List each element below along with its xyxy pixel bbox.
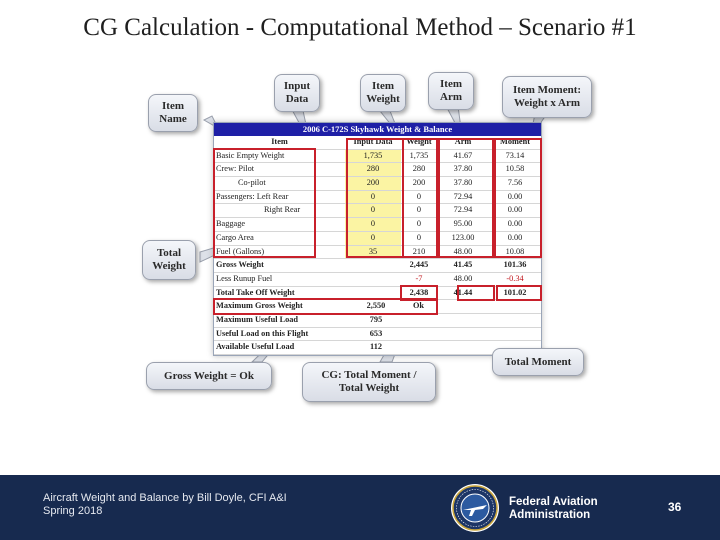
row-weight: 2,438 (409, 287, 429, 297)
row-weight: 2,445 (409, 260, 429, 270)
row-input: 35 (345, 246, 401, 259)
table-row (214, 177, 541, 191)
callout-item-arm (428, 72, 474, 110)
row-moment: 7.56 (507, 178, 523, 188)
faa-seal-icon (450, 483, 500, 533)
row-weight: -7 (415, 273, 423, 283)
runup-fuel-row (214, 273, 541, 287)
row-weight: 0 (416, 191, 422, 201)
callout-text: Arm (440, 91, 462, 103)
callout-text: Weight x Arm (514, 97, 580, 109)
row-arm: 48.00 (453, 273, 473, 283)
page-number: 36 (668, 500, 682, 514)
table-row (214, 150, 541, 164)
slide-footer (0, 475, 720, 540)
limit-label: Maximum Gross Weight (216, 301, 303, 311)
callout-cg-formula (302, 362, 436, 402)
limit-row (214, 300, 541, 314)
callout-text: Item Moment: (512, 84, 582, 96)
sheet-title: 2006 C-172S Skyhawk Weight & Balance (214, 123, 541, 136)
row-arm: 72.94 (453, 205, 473, 215)
row-weight: 0 (416, 232, 422, 242)
row-moment: 0.00 (507, 191, 523, 201)
row-moment: 10.08 (505, 246, 525, 256)
row-arm: 41.44 (453, 287, 473, 297)
row-weight: 0 (416, 219, 422, 229)
weight-balance-sheet (213, 122, 542, 356)
limit-label: Maximum Useful Load (216, 314, 299, 324)
callout-text: Weight (152, 260, 186, 272)
row-moment: 101.36 (503, 260, 527, 270)
row-weight: 210 (412, 246, 426, 256)
limit-label: Useful Load on this Flight (216, 328, 309, 338)
callout-text: Item (372, 80, 394, 92)
gross-weight-row (214, 259, 541, 273)
callout-text: Name (159, 113, 187, 125)
row-input: 280 (345, 163, 401, 176)
footer-org-line2: Administration (509, 508, 591, 521)
row-moment: 0.00 (507, 219, 523, 229)
row-item: Crew: Pilot (216, 164, 255, 174)
takeoff-weight-row (214, 287, 541, 301)
limit-row (214, 328, 541, 342)
row-item: Co-pilot (238, 178, 266, 188)
limit-value: 112 (370, 342, 382, 352)
row-item: Cargo Area (216, 232, 254, 242)
table-row (214, 163, 541, 177)
row-moment: 101.02 (503, 287, 527, 297)
row-arm: 41.45 (453, 260, 473, 270)
callout-text: Total (156, 247, 182, 259)
row-input (345, 259, 401, 272)
row-moment: 73.14 (505, 150, 525, 160)
row-item: Gross Weight (216, 260, 264, 270)
header-moment: Moment (500, 137, 530, 146)
callout-text: Gross Weight = Ok (164, 369, 254, 382)
row-weight: 280 (412, 164, 426, 174)
callout-text: Data (285, 93, 309, 105)
row-arm: 37.80 (453, 178, 473, 188)
row-item: Less Runup Fuel (216, 273, 273, 283)
row-input: 0 (345, 191, 401, 204)
callout-text: Total Moment (504, 355, 572, 368)
row-arm: 48.00 (453, 246, 473, 256)
table-row (214, 218, 541, 232)
callout-input-data (274, 74, 320, 112)
limit-status: Ok (412, 301, 425, 311)
limit-value: 653 (369, 328, 383, 338)
weight-balance-figure (140, 66, 600, 406)
footer-term: Spring 2018 (43, 505, 103, 517)
table-row (214, 232, 541, 246)
row-input (345, 273, 401, 286)
row-moment: 0.00 (507, 205, 523, 215)
row-item: Right Rear (264, 205, 301, 215)
row-arm: 37.80 (453, 164, 473, 174)
limit-row (214, 314, 541, 328)
callout-text: Item (162, 100, 184, 112)
slide-title: CG Calculation - Computational Method – Scenario #1 (83, 14, 637, 41)
table-row (214, 204, 541, 218)
callout-text: Input (283, 80, 311, 92)
row-arm: 72.94 (453, 191, 473, 201)
row-item: Basic Empty Weight (216, 150, 285, 160)
row-input: 0 (345, 204, 401, 217)
header-weight: Weight (406, 137, 432, 146)
row-item: Total Take Off Weight (216, 287, 295, 297)
callout-total-moment (492, 348, 584, 376)
footer-org (509, 496, 598, 521)
header-arm: Arm (454, 137, 472, 146)
footer-course-info (43, 492, 287, 518)
row-arm: 95.00 (453, 219, 473, 229)
callout-total-weight (142, 240, 196, 280)
callout-text: Weight (366, 93, 400, 105)
row-item: Passengers: Left Rear (216, 191, 289, 201)
row-weight: 200 (412, 178, 426, 188)
callout-text: Item (440, 78, 462, 90)
header-item: Item (271, 137, 288, 146)
row-input: 200 (345, 177, 401, 190)
row-input: 1,735 (345, 150, 401, 163)
callout-item-name (148, 94, 198, 132)
row-weight: 1,735 (409, 150, 429, 160)
row-item: Baggage (216, 219, 246, 229)
sheet-header-row (214, 136, 541, 150)
footer-course: Aircraft Weight and Balance by Bill Doyle, CFI A&I (43, 492, 287, 504)
header-input-data: Input Data (353, 137, 393, 146)
row-item: Fuel (Gallons) (216, 246, 265, 256)
callout-text: Total Weight (338, 382, 400, 394)
row-arm: 41.67 (453, 150, 473, 160)
table-row (214, 191, 541, 205)
row-weight: 0 (416, 205, 422, 215)
callout-item-weight (360, 74, 406, 112)
row-input: 0 (345, 232, 401, 245)
row-moment: 10.58 (505, 164, 525, 174)
row-arm: 123.00 (451, 232, 475, 242)
callout-gross-ok (146, 362, 272, 390)
footer-org-line1: Federal Aviation (509, 496, 598, 508)
table-row (214, 246, 541, 260)
row-input (345, 287, 401, 300)
limit-value: 795 (369, 314, 383, 324)
row-moment: 0.00 (507, 232, 523, 242)
row-moment: -0.34 (506, 273, 524, 283)
row-input: 0 (345, 218, 401, 231)
limit-label: Available Useful Load (216, 342, 295, 352)
callout-text: CG: Total Moment / (321, 369, 417, 381)
limit-value: 2,550 (366, 301, 386, 311)
callout-item-moment (502, 76, 592, 118)
